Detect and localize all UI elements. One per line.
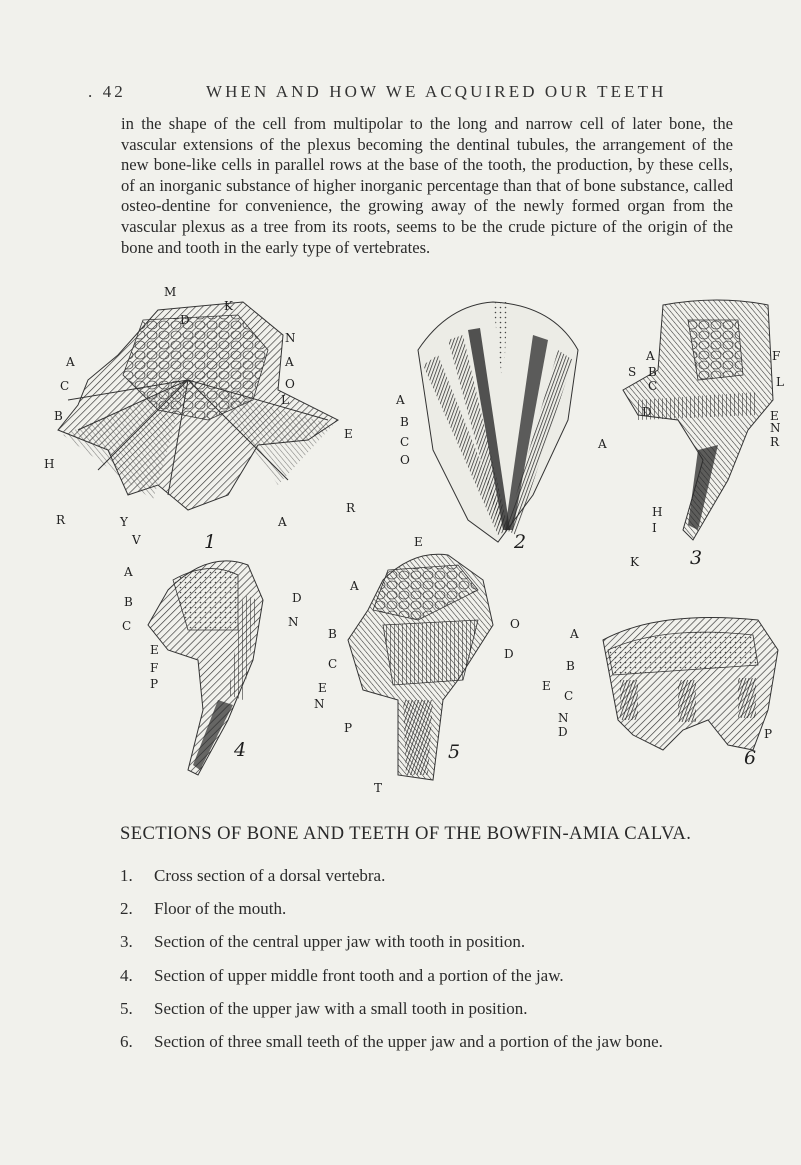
fig3-label-n: N <box>770 421 781 435</box>
fig6-label-b: B <box>566 659 575 673</box>
fig1-number: 1 <box>204 531 217 553</box>
legend-text: Section of the central upper jaw with tooth in position. <box>154 932 526 952</box>
fig5-label-t: T <box>374 781 383 795</box>
fig6-label-n: N <box>558 711 569 725</box>
figure-legend <box>120 866 760 1065</box>
legend-number: 1. <box>120 866 133 885</box>
figure-3-upper-jaw <box>597 300 784 569</box>
legend-text: Section of upper middle front tooth and a portion of the jaw. <box>154 965 564 985</box>
legend-text: Cross section of a dorsal vertebra. <box>154 866 386 885</box>
fig3-number: 3 <box>690 547 703 569</box>
legend-number: 6. <box>120 1031 133 1051</box>
page-number: . 42 <box>88 82 126 101</box>
legend-number: 4. <box>120 965 133 985</box>
fig1-label-n: N <box>285 331 296 345</box>
fig1-label-r-right: R <box>346 501 356 515</box>
illustration-plate <box>38 280 784 810</box>
fig2-number: 2 <box>514 531 527 553</box>
body-paragraph: in the shape of the cell from multipolar to the long and narrow cell of later bone, the vascular extensions of the plexus becoming the dentinal tubules, the arrangement of the new bone-like cells in parallel rows at the base of the tooth, the production, by these cells, of an inorganic substance of higher inorganic percentage than that of bone substance, called osteo-dentine for convenience, the growing away of the newly formed organ from the vascular plexus as a tree from its roots, seems to be the crude picture of the origin of the bone and tooth in the early type of vertebrates. <box>121 114 733 257</box>
fig2-label-c: C <box>400 435 410 449</box>
fig5-label-n: N <box>314 697 325 711</box>
fig1-label-b: B <box>54 409 63 423</box>
legend-number: 2. <box>120 899 133 919</box>
fig5-label-o: O <box>510 617 520 631</box>
fig2-label-b: B <box>400 415 409 429</box>
legend-item <box>120 899 760 932</box>
fig1-label-l: L <box>281 393 289 407</box>
fig6-label-a: A <box>570 627 579 641</box>
fig3-label-a: A <box>646 349 655 363</box>
fig4-label-e: E <box>150 643 159 657</box>
legend-item <box>120 966 760 999</box>
fig4-label-p: P <box>150 677 159 691</box>
fig3-label-a-left: A <box>598 437 607 451</box>
legend-item <box>120 1032 760 1065</box>
fig1-label-d: D <box>180 313 190 327</box>
fig3-label-h: H <box>652 505 663 519</box>
figure-6-three-teeth <box>542 618 778 770</box>
fig1-label-v: V <box>132 533 141 547</box>
legend-item <box>120 932 760 965</box>
fig3-label-c: C <box>648 379 658 393</box>
running-header <box>88 82 738 106</box>
fig5-label-a: A <box>350 579 359 593</box>
fig1-label-k: K <box>224 299 233 313</box>
fig6-label-p: P <box>764 727 773 741</box>
figure-5-small-tooth <box>314 554 520 795</box>
plate-caption-title: SECTIONS OF BONE AND TEETH OF THE BOWFIN-AMIA CALVA. <box>120 823 692 844</box>
legend-number: 3. <box>120 932 133 952</box>
fig6-label-c: C <box>564 689 574 703</box>
fig6-label-e: E <box>542 679 551 693</box>
fig2-label-a: A <box>396 393 405 407</box>
fig5-label-b: B <box>328 627 337 641</box>
legend-number: 5. <box>120 998 133 1018</box>
fig4-label-f: F <box>150 661 159 675</box>
legend-text: Section of three small teeth of the upper jaw and a portion of the jaw bone. <box>154 1031 663 1051</box>
fig1-label-r: R <box>56 513 66 527</box>
fig3-label-k: K <box>630 555 639 569</box>
fig5-label-c: C <box>328 657 338 671</box>
fig4-label-b: B <box>124 595 133 609</box>
legend-item <box>120 999 760 1032</box>
fig4-label-a: A <box>124 565 133 579</box>
fig4-label-c: C <box>122 619 132 633</box>
fig1-label-y: Y <box>120 515 128 529</box>
plate-svg <box>38 280 784 810</box>
fig2-label-o: O <box>400 453 410 467</box>
fig1-label-h: H <box>44 457 55 471</box>
fig4-label-n: N <box>288 615 299 629</box>
fig5-number: 5 <box>448 741 461 763</box>
fig5-label-e: E <box>318 681 327 695</box>
fig1-label-e: E <box>344 427 353 441</box>
fig1-label-a-left: A <box>66 355 75 369</box>
fig1-label-o: O <box>285 377 295 391</box>
figure-1-vertebra <box>44 285 356 553</box>
fig6-number: 6 <box>744 747 757 769</box>
fig6-label-d: D <box>558 725 568 739</box>
fig3-label-i: I <box>652 521 657 535</box>
fig3-label-e: E <box>770 409 779 423</box>
fig5-label-p: P <box>344 721 353 735</box>
running-head: WHEN AND HOW WE ACQUIRED OUR TEETH <box>206 82 667 101</box>
figure-4-front-tooth <box>122 561 302 775</box>
legend-text: Floor of the mouth. <box>154 899 287 919</box>
fig1-label-c: C <box>60 379 70 393</box>
fig1-label-m: M <box>164 285 177 299</box>
fig5-label-d: D <box>504 647 514 661</box>
fig4-label-d: D <box>292 591 302 605</box>
fig4-number: 4 <box>234 739 247 761</box>
fig3-label-f: F <box>772 349 781 363</box>
fig3-label-l: L <box>776 375 784 389</box>
fig1-label-a: A <box>285 355 294 369</box>
legend-text: Section of the upper jaw with a small tooth in position. <box>154 998 528 1018</box>
fig3-label-b: B <box>648 365 657 379</box>
fig3-label-r: R <box>770 435 780 449</box>
fig1-label-a-right: A <box>278 515 287 529</box>
fig3-label-d: D <box>642 405 652 419</box>
figure-2-mouth-floor <box>395 302 578 553</box>
fig3-label-s: S <box>628 365 637 379</box>
fig2-label-e: E <box>414 535 423 549</box>
legend-item <box>120 866 760 899</box>
